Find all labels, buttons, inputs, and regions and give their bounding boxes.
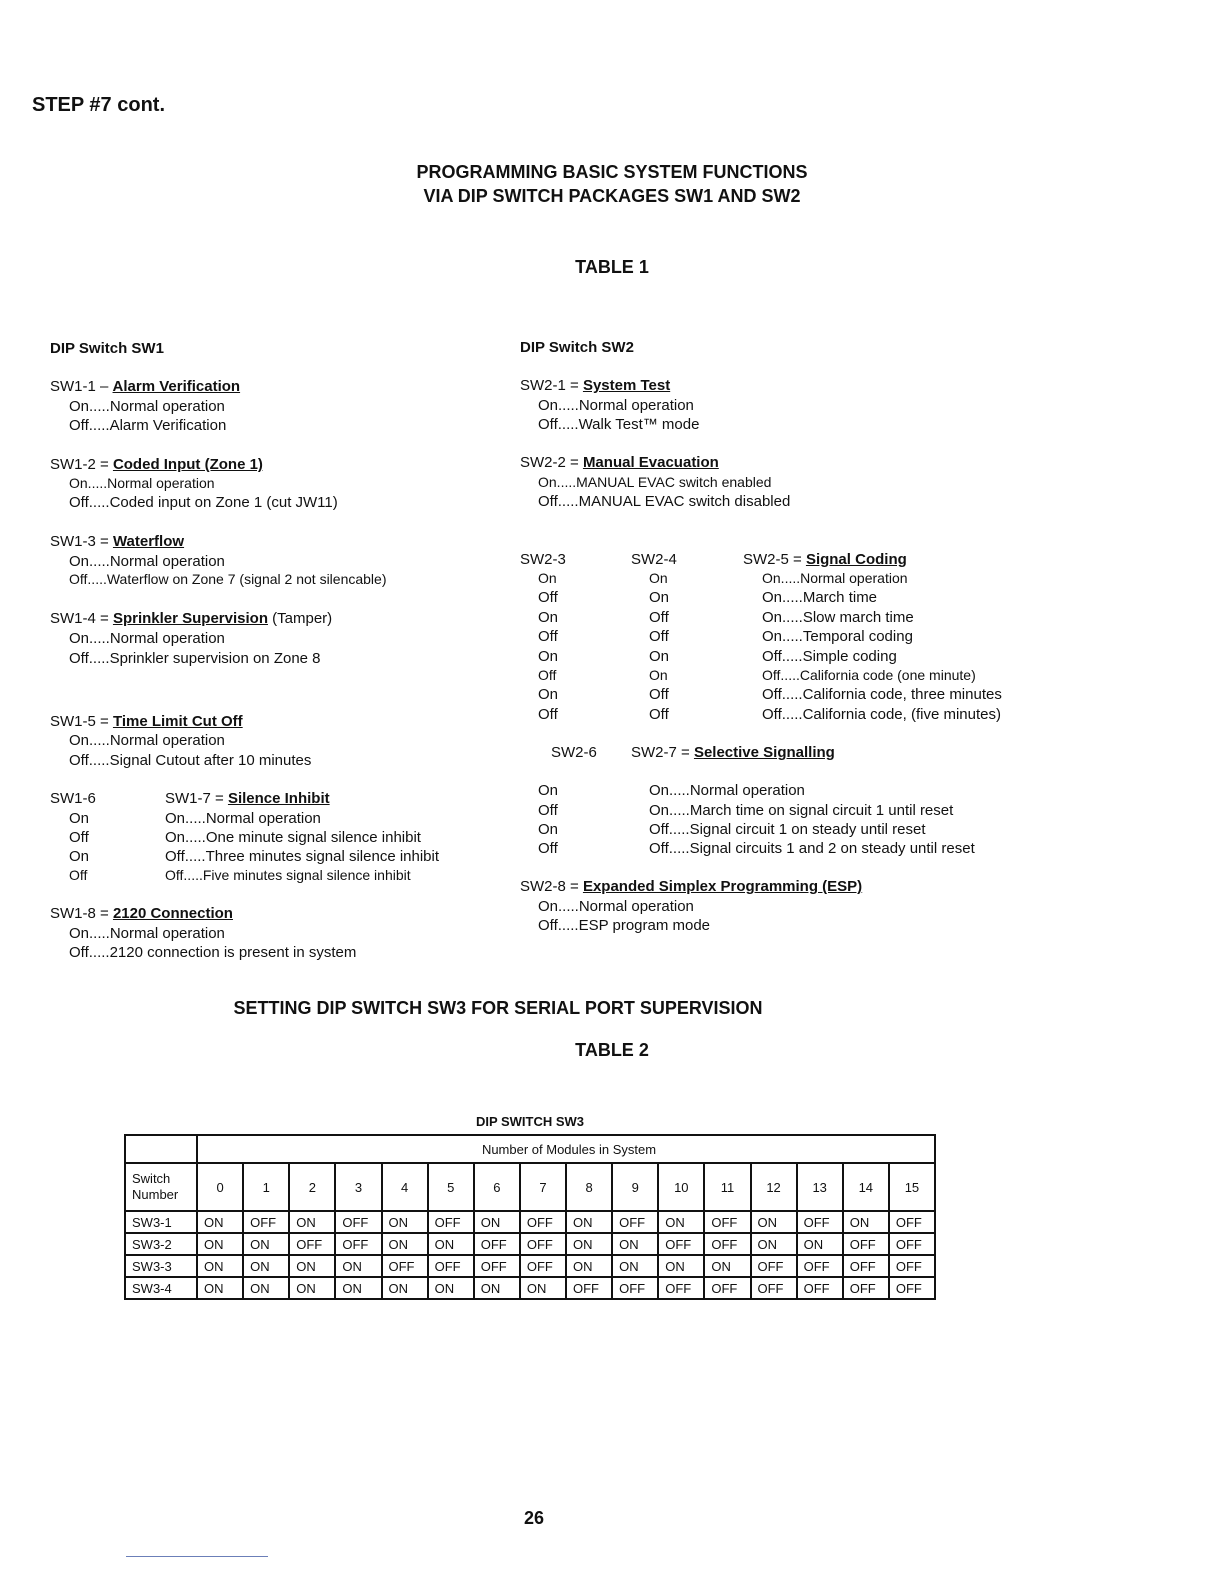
sw1-3-off: Off.....Waterflow on Zone 7 (signal 2 not silencable): [69, 571, 387, 587]
cell: ON: [751, 1233, 797, 1255]
corner-cell: [125, 1135, 197, 1163]
cell: ON: [566, 1211, 612, 1233]
sw2-5-option: Off.....California code (one minute): [762, 667, 976, 683]
cell: OFF: [428, 1211, 474, 1233]
cell: OFF: [889, 1277, 935, 1299]
cell: ON: [197, 1255, 243, 1277]
sw1-7-option: On.....Normal operation: [165, 810, 321, 827]
sw2-8-heading: SW2-8 = Expanded Simplex Programming (ESP): [520, 878, 863, 895]
row-label: SW3-3: [125, 1255, 197, 1277]
cell: OFF: [335, 1211, 381, 1233]
sw1-6-value: Off: [69, 829, 89, 846]
page-number: 26: [523, 1508, 545, 1528]
cell: OFF: [843, 1255, 889, 1277]
sw3-table: [124, 1134, 936, 1300]
table-row: [125, 1233, 935, 1255]
cell: OFF: [889, 1233, 935, 1255]
cell: ON: [197, 1233, 243, 1255]
cell: OFF: [520, 1233, 566, 1255]
table-row: [125, 1277, 935, 1299]
sw1-7-heading: SW1-7 = Silence Inhibit: [165, 790, 330, 807]
cell: OFF: [843, 1277, 889, 1299]
page-heading-line1: PROGRAMMING BASIC SYSTEM FUNCTIONS: [416, 162, 808, 182]
sw1-5-on: On.....Normal operation: [69, 732, 225, 749]
sw2-3-value: Off: [538, 706, 558, 723]
cell: ON: [243, 1277, 289, 1299]
sw2-4-value: On: [649, 648, 670, 665]
cell: OFF: [843, 1233, 889, 1255]
sw2-3-value: On: [538, 686, 559, 703]
cell: OFF: [382, 1255, 428, 1277]
sw2-6-value: On: [538, 782, 559, 799]
cell: ON: [658, 1211, 704, 1233]
sw3-caption: DIP SWITCH SW3: [475, 1114, 585, 1129]
cell: ON: [335, 1277, 381, 1299]
cell: ON: [243, 1233, 289, 1255]
sw2-header: DIP Switch SW2: [520, 339, 634, 356]
sw2-7-heading: SW2-7 = Selective Signalling: [631, 744, 835, 761]
cell: ON: [797, 1233, 843, 1255]
module-count: 4: [382, 1163, 428, 1211]
sw2-2-on: On.....MANUAL EVAC switch enabled: [538, 474, 772, 490]
cell: ON: [843, 1211, 889, 1233]
module-count: 12: [751, 1163, 797, 1211]
cell: OFF: [751, 1277, 797, 1299]
sw2-3-value: On: [538, 648, 559, 665]
table-row: [125, 1211, 935, 1233]
table-row: [125, 1255, 935, 1277]
cell: ON: [335, 1255, 381, 1277]
sw2-4-value: Off: [649, 609, 669, 626]
sw1-8-on: On.....Normal operation: [69, 925, 225, 942]
sw1-6-column-header: SW1-6: [50, 790, 96, 807]
sw1-6-value: On: [69, 810, 90, 827]
sw2-5-option: Off.....California code, (five minutes): [762, 706, 1001, 723]
sw2-4-value: On: [649, 589, 670, 606]
cell: ON: [289, 1255, 335, 1277]
sw1-2-on: On.....Normal operation: [69, 475, 215, 491]
sw2-7-option: On.....Normal operation: [649, 782, 805, 799]
sw2-2-off: Off.....MANUAL EVAC switch disabled: [538, 493, 791, 510]
cell: OFF: [797, 1277, 843, 1299]
sw2-5-option: Off.....California code, three minutes: [762, 686, 1002, 703]
cell: ON: [382, 1277, 428, 1299]
module-count: 1: [243, 1163, 289, 1211]
sw2-3-column-header: SW2-3: [520, 551, 566, 568]
module-count: 7: [520, 1163, 566, 1211]
cell: OFF: [520, 1255, 566, 1277]
cell: OFF: [704, 1277, 750, 1299]
row-label: SW3-4: [125, 1277, 197, 1299]
cell: OFF: [658, 1277, 704, 1299]
sw3-section-title: SETTING DIP SWITCH SW3 FOR SERIAL PORT SUPERVISION: [233, 998, 763, 1018]
sw1-8-off: Off.....2120 connection is present in system: [69, 944, 357, 961]
module-count: 8: [566, 1163, 612, 1211]
sw2-6-column-header: SW2-6: [551, 744, 597, 761]
sw1-7-option: Off.....Five minutes signal silence inhibit: [165, 867, 411, 883]
sw1-4-on: On.....Normal operation: [69, 630, 225, 647]
sw2-8-on: On.....Normal operation: [538, 898, 694, 915]
cell: ON: [428, 1277, 474, 1299]
row-label: SW3-2: [125, 1233, 197, 1255]
cell: OFF: [658, 1233, 704, 1255]
module-count: 0: [197, 1163, 243, 1211]
module-count: 11: [704, 1163, 750, 1211]
cell: ON: [428, 1233, 474, 1255]
sw1-3-heading: SW1-3 = Waterflow: [50, 533, 185, 550]
module-count: 10: [658, 1163, 704, 1211]
sw1-7-option: On.....One minute signal silence inhibit: [165, 829, 421, 846]
cell: OFF: [612, 1211, 658, 1233]
module-count: 2: [289, 1163, 335, 1211]
cell: OFF: [797, 1255, 843, 1277]
cell: OFF: [612, 1277, 658, 1299]
sw2-4-value: Off: [649, 628, 669, 645]
sw2-5-option: On.....Slow march time: [762, 609, 914, 626]
sw1-1-on: On.....Normal operation: [69, 398, 225, 415]
switch-number-header: Switch Number: [125, 1163, 197, 1211]
sw2-5-option: On.....Temporal coding: [762, 628, 913, 645]
sw2-4-value: On: [649, 570, 668, 586]
sw2-5-option: On.....Normal operation: [762, 570, 908, 586]
sw1-2-off: Off.....Coded input on Zone 1 (cut JW11): [69, 494, 338, 511]
cell: OFF: [474, 1255, 520, 1277]
sw2-7-option: Off.....Signal circuit 1 on steady until reset: [649, 821, 926, 838]
table2-title: TABLE 2: [575, 1040, 649, 1060]
cell: ON: [289, 1277, 335, 1299]
cell: ON: [474, 1211, 520, 1233]
sw2-6-value: Off: [538, 840, 558, 857]
cell: OFF: [704, 1233, 750, 1255]
modules-header: Number of Modules in System: [197, 1135, 935, 1163]
cell: ON: [197, 1277, 243, 1299]
module-count: 9: [612, 1163, 658, 1211]
cell: ON: [382, 1233, 428, 1255]
sw1-7-option: Off.....Three minutes signal silence inhibit: [165, 848, 440, 865]
cell: ON: [520, 1277, 566, 1299]
sw2-4-value: Off: [649, 686, 669, 703]
sw1-2-heading: SW1-2 = Coded Input (Zone 1): [50, 456, 263, 473]
sw1-3-on: On.....Normal operation: [69, 553, 225, 570]
cell: OFF: [289, 1233, 335, 1255]
cell: OFF: [889, 1255, 935, 1277]
cell: ON: [243, 1255, 289, 1277]
sw2-6-value: Off: [538, 802, 558, 819]
sw2-8-off: Off.....ESP program mode: [538, 917, 711, 934]
sw2-4-column-header: SW2-4: [631, 551, 677, 568]
cell: ON: [289, 1211, 335, 1233]
table1-title: TABLE 1: [575, 257, 649, 277]
cell: OFF: [751, 1255, 797, 1277]
cell: OFF: [428, 1255, 474, 1277]
sw1-1-heading: SW1-1 – Alarm Verification: [50, 378, 241, 395]
sw2-7-option: On.....March time on signal circuit 1 until reset: [649, 802, 954, 819]
sw1-6-value: On: [69, 848, 90, 865]
sw2-7-option: Off.....Signal circuits 1 and 2 on steady until reset: [649, 840, 975, 857]
sw2-5-heading: SW2-5 = Signal Coding: [743, 551, 907, 568]
sw2-3-value: Off: [538, 628, 558, 645]
sw1-5-heading: SW1-5 = Time Limit Cut Off: [50, 713, 243, 730]
module-count: 6: [474, 1163, 520, 1211]
page-heading-line2: VIA DIP SWITCH PACKAGES SW1 AND SW2: [423, 186, 801, 206]
sw2-3-value: Off: [538, 667, 557, 683]
cell: ON: [704, 1255, 750, 1277]
step-label: STEP #7 cont.: [32, 94, 166, 116]
sw2-6-value: On: [538, 821, 559, 838]
cell: OFF: [797, 1211, 843, 1233]
sw2-3-value: On: [538, 609, 559, 626]
sw1-4-off: Off.....Sprinkler supervision on Zone 8: [69, 650, 321, 667]
cell: OFF: [243, 1211, 289, 1233]
sw1-8-heading: SW1-8 = 2120 Connection: [50, 905, 233, 922]
cell: ON: [658, 1255, 704, 1277]
cell: OFF: [335, 1233, 381, 1255]
sw2-5-option: On.....March time: [762, 589, 878, 606]
cell: OFF: [474, 1233, 520, 1255]
sw2-5-option: Off.....Simple coding: [762, 648, 897, 665]
module-count: 13: [797, 1163, 843, 1211]
cell: ON: [612, 1233, 658, 1255]
sw1-1-off: Off.....Alarm Verification: [69, 417, 227, 434]
cell: ON: [382, 1211, 428, 1233]
module-count: 15: [889, 1163, 935, 1211]
sw2-1-heading: SW2-1 = System Test: [520, 377, 671, 394]
cell: ON: [566, 1233, 612, 1255]
sw2-3-value: On: [538, 570, 557, 586]
cell: ON: [612, 1255, 658, 1277]
module-count: 5: [428, 1163, 474, 1211]
sw2-1-off: Off.....Walk Test™ mode: [538, 416, 700, 433]
cell: ON: [751, 1211, 797, 1233]
cell: OFF: [520, 1211, 566, 1233]
sw1-5-off: Off.....Signal Cutout after 10 minutes: [69, 752, 312, 769]
sw1-4-heading: SW1-4 = Sprinkler Supervision (Tamper): [50, 610, 333, 627]
footer-rule: [126, 1556, 268, 1557]
cell: OFF: [889, 1211, 935, 1233]
sw2-3-value: Off: [538, 589, 558, 606]
sw1-header: DIP Switch SW1: [50, 340, 164, 357]
sw1-6-value: Off: [69, 867, 88, 883]
sw2-4-value: On: [649, 667, 668, 683]
cell: ON: [474, 1277, 520, 1299]
module-count: 14: [843, 1163, 889, 1211]
module-count: 3: [335, 1163, 381, 1211]
cell: OFF: [704, 1211, 750, 1233]
sw2-1-on: On.....Normal operation: [538, 397, 694, 414]
cell: ON: [197, 1211, 243, 1233]
row-label: SW3-1: [125, 1211, 197, 1233]
sw2-4-value: Off: [649, 706, 669, 723]
sw2-2-heading: SW2-2 = Manual Evacuation: [520, 454, 719, 471]
cell: ON: [566, 1255, 612, 1277]
cell: OFF: [566, 1277, 612, 1299]
